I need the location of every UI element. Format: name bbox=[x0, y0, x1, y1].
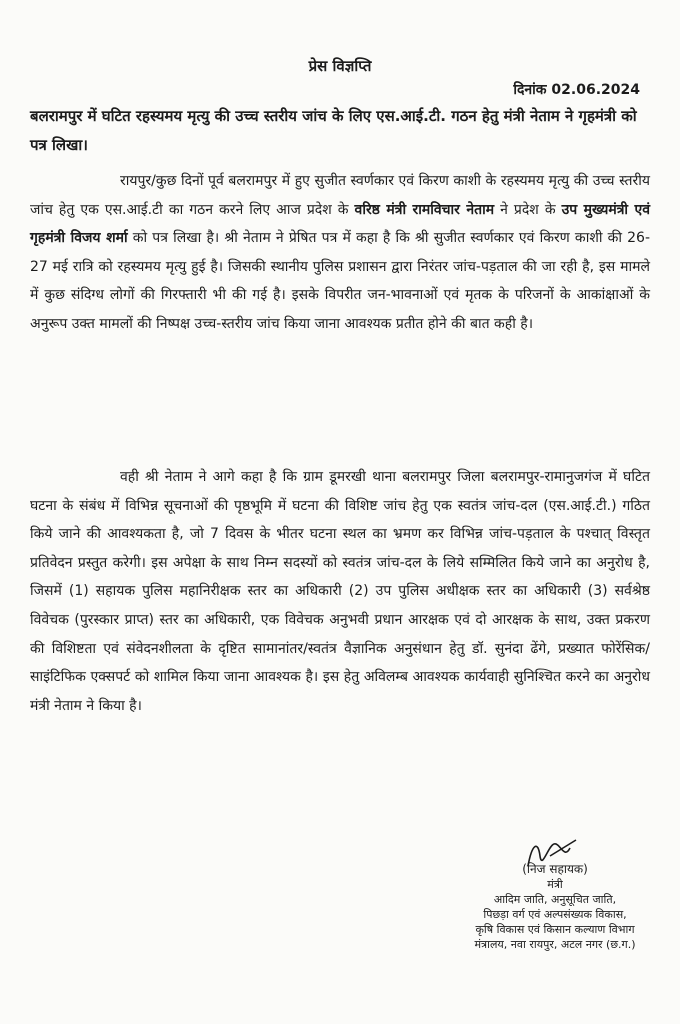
signature-minister: मंत्री bbox=[547, 878, 563, 891]
paragraph-1-part-a: रायपुर/कुछ दिनों पूर्व बलरामपुर में हुए सुजीत स्वर्णकार एवं किरण काशी के रहस्यमय मृत्यु की उच्च स्तरीय जांच हेतु एक एस.आई.टी का गठन करने लिए आज प्रदेश के bbox=[30, 173, 650, 218]
signature-dept-2: पिछड़ा वर्ग एवं अल्पसंख्यक विकास, bbox=[483, 908, 627, 921]
paragraph-1 bbox=[30, 167, 650, 339]
signature-block bbox=[440, 862, 670, 952]
signature-dept-3: कृषि विकास एवं किसान कल्याण विभाग bbox=[475, 923, 635, 936]
signature-dept-1: आदिम जाति, अनुसूचित जाति, bbox=[493, 893, 617, 906]
paragraph-1-bold-minister: वरिष्ठ मंत्री रामविचार नेताम bbox=[354, 201, 495, 218]
signature-assistant: (निज सहायक) bbox=[522, 862, 588, 876]
headline: बलरामपुर में घटित रहस्यमय मृत्यु की उच्च स्तरीय जांच के लिए एस.आई.टी. गठन हेतु मंत्री नेताम ने गृहमंत्री को पत्र लिखा। bbox=[30, 107, 637, 154]
document-date: दिनांक 02.06.2024 bbox=[513, 82, 640, 98]
document-title: प्रेस विज्ञप्ति bbox=[308, 57, 372, 75]
signature-address: मंत्रालय, नवा रायपुर, अटल नगर (छ.ग.) bbox=[474, 938, 636, 951]
paragraph-1-part-d: को पत्र लिखा है। श्री नेताम ने प्रेषित पत्र में कहा है कि श्री सुजीत स्वर्णकार एवं किरण काशी की 26-27 मई रात्रि को रहस्यमय मृत्यु हुई है। जिसकी स्थानीय पुलिस प्रशासन द्वारा निरंतर जांच-पड़ताल की जा रही है, इस मामले में कुछ संदिग्ध लोगों की गिरफ्तारी भी की गई है। इसके विपरीत जन-भावनाओं एवं मृतक के परिजनों के आकांक्षाओं के अनुरूप उक्त मामलों की निष्पक्ष उच्च-स्तरीय जांच किया जाना आवश्यक प्रतीत होने की बात कही है। bbox=[30, 230, 650, 332]
paragraph-1-bold-deputy-cm: उप मुख्यमंत्री एवं गृहमंत्री विजय शर्मा bbox=[30, 201, 651, 247]
paragraph-1-part-c: ने प्रदेश के bbox=[494, 201, 562, 218]
paragraph-2: वही श्री नेताम ने आगे कहा है कि ग्राम डूमरखी थाना बलरामपुर जिला बलरामपुर-रामानुजगंज में घटित घटना के संबंध में विभिन्न सूचनाओं की पृष्ठभूमि में घटना की विशिष्ट जांच हेतु एक स्वतंत्र जांच-दल (एस.आई.टी.) गठित किये जाने की आवश्यकता है, जो 7 दिवस के भीतर घटना स्थल का भ्रमण कर विभिन्न जांच-पड़ताल के पश्चात् विस्तृत प्रतिवेदन प्रस्तुत करेगी। इस अपेक्षा के साथ निम्न सदस्यों को स्वतंत्र जांच-दल के लिये सम्मिलित किये जाने का अनुरोध है, जिसमें (1) सहायक पुलिस महानिरीक्षक स्तर का अधिकारी (2) उप पुलिस अधीक्षक स्तर का अधिकारी (3) सर्वश्रेष्ठ विवेचक (पुरस्कार प्राप्त) स्तर का अधिकारी, एक विवेचक अनुभवी प्रधान आरक्षक एवं दो आरक्षक के साथ, उक्त प्रकरण की विशिष्टता एवं संवेदनशीलता के दृष्टित सामानांतर/स्वतंत्र वैज्ञानिक अनुसंधान हेतु डॉ. सुनंदा ढेंगे, प्रख्यात फोरेंसिक/साइंटिफिक एक्सपर्ट को शामिल किया जाना आवश्यक है। इस हेतु अविलम्ब आवश्यक कार्यवाही सुनिश्चित करने का अनुरोध मंत्री नेताम ने किया है। bbox=[30, 469, 650, 714]
